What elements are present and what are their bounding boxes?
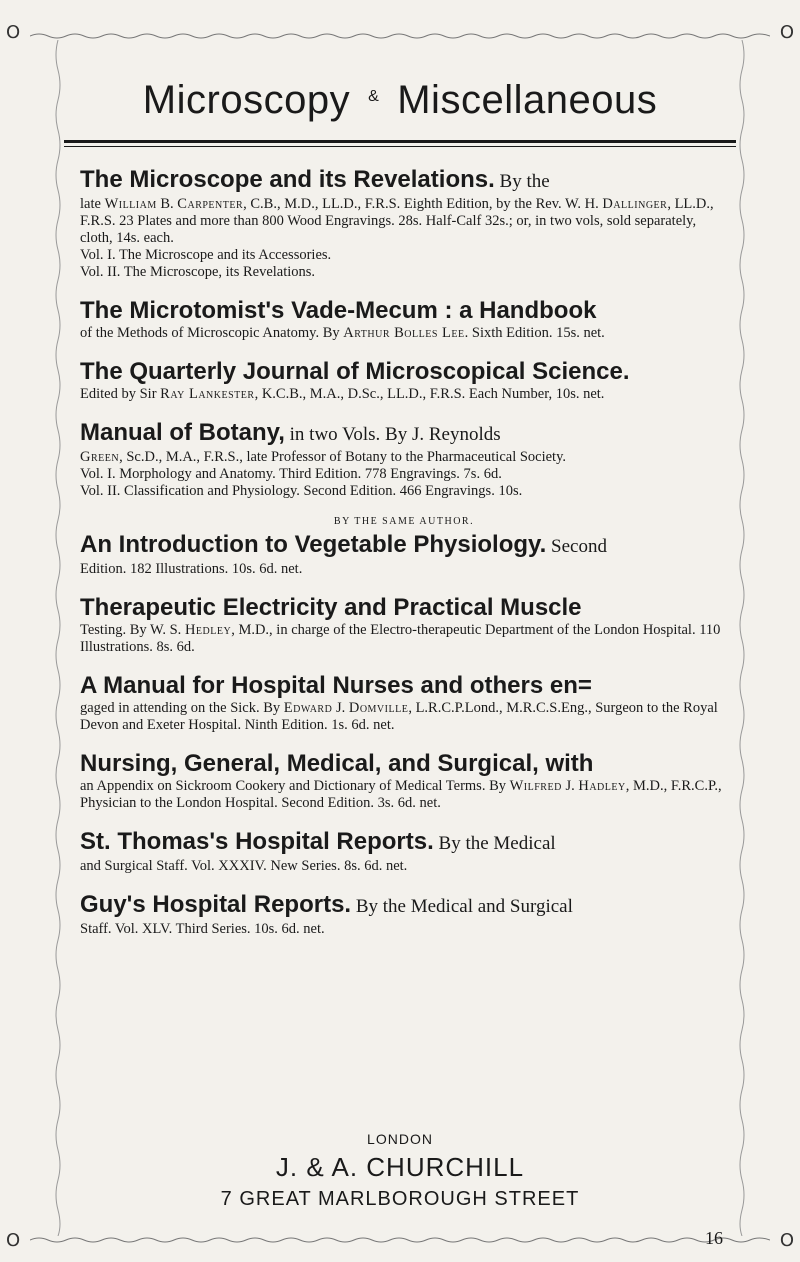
book-entry [80,594,728,656]
title-text: St. Thomas's Hospital Reports. [80,828,434,855]
book-title [80,166,728,196]
volume-line: Vol. I. The Microscope and its Accessories. [80,247,332,263]
border-bottom-wave [30,1236,770,1244]
description-text: and Surgical Staff. Vol. XXXIV. New Series. 8s. 6d. net. [80,858,408,874]
header-rule-thin [64,146,736,147]
book-description [80,196,728,247]
author-name: Dallinger [602,196,668,212]
description-text: , C.B., M.D., LL.D., F.R.S. Eighth Edition, by the Rev. W. H. [243,196,603,212]
description-text: . Sixth Edition. 15s. net. [464,325,605,341]
page-number: 16 [705,1228,723,1248]
description-text: , Sc.D., M.A., F.R.S., late Professor of Botany to the Pharmaceutical Society. [119,449,567,465]
book-entry [80,166,728,281]
description-text: , M.D., F.R.C.P., Physician to the London Hospital. Second Edition. 3s. 6d. net. [80,778,722,811]
imprint-address: 7 GREAT MARLBOROUGH STREET [220,1188,580,1210]
description-text: J. [561,778,579,794]
book-description [80,325,728,342]
title-text: The Microscope and its Revelations. [80,166,495,193]
header-separator: & [368,88,380,105]
book-entry [80,516,728,578]
description-text: an Appendix on Sickroom Cookery and Dictionary of Medical Terms. By [80,778,510,794]
book-entry [80,297,728,342]
book-description [80,858,728,875]
book-title [80,297,728,325]
book-title [80,891,728,921]
title-text: A Manual for Hospital Nurses and others en= [80,672,592,699]
book-description [80,561,728,578]
book-description [80,622,728,656]
imprint-city: LONDON [367,1131,433,1147]
description-text: , LL.D., F.R.S. 23 Plates and more than 800 Wood Engravings. 28s. Half-Calf 32s.; or, in two vols, sold separately, cloth, 14s. each. [80,196,714,246]
title-text: An Introduction to Vegetable Physiology. [80,531,547,558]
title-tail: By the Medical and Surgical [351,896,573,917]
author-name: Green [80,449,120,465]
title-tail: Second [546,536,607,557]
border-right-wave [738,40,746,1236]
title-text: Guy's Hospital Reports. [80,891,352,918]
book-entry [80,358,728,403]
book-title [80,594,728,622]
author-name: Edward [283,700,333,716]
author-name: William [104,196,157,212]
book-title [80,828,728,858]
book-entry [80,828,728,875]
volume-line: Vol. II. The Microscope, its Revelations. [80,264,316,280]
book-title [80,672,728,700]
header-rule-thick [64,140,736,143]
author-name: Hadley [578,778,626,794]
corner-ring-bottom-right: O [779,1230,794,1251]
volume-line: Vol. I. Morphology and Anatomy. Third Edition. 778 Engravings. 7s. 6d. [80,466,502,482]
header-left: Microscopy [142,78,351,122]
book-description [80,449,728,466]
book-list [80,166,728,954]
header-right: Miscellaneous [397,78,658,122]
title-text: Manual of Botany, [80,419,285,446]
title-text: The Microtomist's Vade-Mecum : a Handbook [80,297,597,324]
author-name: Arthur Bolles Lee [343,325,465,341]
description-text: Edition. 182 Illustrations. 10s. 6d. net. [80,561,303,577]
border-top-wave [30,32,770,40]
author-name: Ray Lankester [160,386,255,402]
description-text: Staff. Vol. XLV. Third Series. 10s. 6d. net. [80,921,325,937]
title-text: Therapeutic Electricity and Practical Muscle [80,594,582,621]
volume-line: Vol. II. Classification and Physiology. Second Edition. 466 Engravings. 10s. [80,483,523,499]
description-text: gaged in attending on the Sick. By [80,700,284,716]
description-text: of the Methods of Microscopic Anatomy. By [80,325,344,341]
description-text: B. [156,196,178,212]
author-name: Wilfred [509,778,562,794]
corner-ring-top-right: O [779,22,794,43]
description-text: J. [332,700,349,716]
description-text: Edited by Sir [80,386,161,402]
description-text: , M.D., in charge of the Electro-therapeutic Department of the London Hospital. 110 Illustrations. 8s. 6d. [80,622,721,655]
corner-ring-top-left: O [6,22,21,43]
author-name: Hedley [184,622,232,638]
title-text: Nursing, General, Medical, and Surgical, with [80,750,594,777]
byline: BY THE SAME AUTHOR. [333,516,475,527]
title-tail: in two Vols. By J. Reynolds [284,424,501,445]
title-tail: By the Medical [433,833,556,854]
author-name: Carpenter [177,196,244,212]
border-left-wave [54,40,62,1236]
book-description [80,386,728,403]
imprint-publisher: J. & A. CHURCHILL [275,1152,525,1182]
page-header [0,78,800,123]
description-text: , K.C.B., M.A., D.Sc., LL.D., F.R.S. Each Number, 10s. net. [254,386,605,402]
book-title [80,750,728,778]
corner-ring-bottom-left: O [6,1230,21,1251]
description-text: Testing. By W. S. [80,622,185,638]
book-entry [80,891,728,938]
book-description [80,700,728,734]
author-name: Domville [348,700,409,716]
description-text: , L.R.C.P.Lond., M.R.C.S.Eng., Surgeon to the Royal Devon and Exeter Hospital. Ninth Edition. 1s. 6d. net. [80,700,718,733]
book-title [80,531,728,561]
description-text: late [80,196,105,212]
book-entry [80,750,728,812]
book-description [80,778,728,812]
title-text: The Quarterly Journal of Microscopical Science. [80,358,630,385]
book-entry [80,419,728,500]
book-title [80,358,728,386]
book-entry [80,672,728,734]
book-title [80,419,728,449]
title-tail: By the [494,171,550,192]
book-description [80,921,728,938]
